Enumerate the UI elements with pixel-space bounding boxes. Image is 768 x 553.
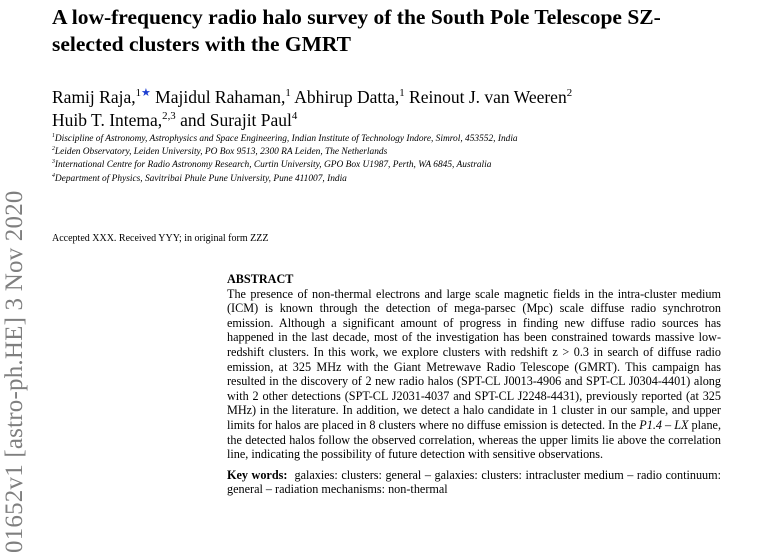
author-name: Ramij Raja, [52,87,136,107]
keywords [227,468,721,497]
affiliation-text: Discipline of Astronomy, Astrophysics and Space Engineering, Indian Institute of Technology Indore, Simrol, 453552, India [54,134,518,144]
paper-title: A low-frequency radio halo survey of the South Pole Telescope SZ-selected clusters with the GMRT [52,5,661,56]
author-name: and Surajit Paul [180,110,292,130]
affiliation [52,173,672,186]
keywords-label: Key words: [227,467,288,482]
affiliation-text: International Centre for Radio Astronomy Research, Curtin University, GPO Box U1987, Perth, WA 6845, Australia [54,160,492,171]
abstract-text: The presence of non-thermal electrons and large scale magnetic fields in the intra-cluster medium (ICM) is known through the detection of mega-parsec (Mpc) scale diffuse radio synchrotron emission. Although a significant amount of progress in finding new diffuse radio sources has happened in the last decade, most of the investigation has been constrained towards massive low-redshift clusters. In this work, we explore clusters with redshift z > 0.3 in search of diffuse radio emission, at 325 MHz with the Giant Metrewave Radio Telescope (GMRT). This campaign has resulted in the discovery of 2 new radio halos (SPT-CL J0013-4906 and SPT-CL J0304-4401) along with 2 other detections (SPT-CL J2031-4037 and SPT-CL J2248-4431), previously reported (at 325 MHz) in the literature. In addition, we detect a halo candidate in 1 cluster in our sample, and upper limits for halos are placed in 8 clusters where no diffuse emission is detected. In the [227,286,721,432]
affiliation-number: 3 [52,159,55,166]
author-name: Reinout J. van Weeren [409,87,567,107]
affiliation-list [52,133,672,186]
author-affil-ref: 2 [566,87,573,100]
abstract-heading: ABSTRACT [227,272,294,286]
abstract-math: P1.4 – LX [639,417,689,432]
abstract-text: plane, the detected halos follow the observed correlation, whereas the upper limits lie above the correlation line, indicating the possibility of future detection with sensitive observations. [227,417,721,462]
author-list [52,86,692,132]
author-name: Abhirup Datta, [294,87,400,107]
abstract-section [227,272,721,497]
corresponding-author-star[interactable]: ★ [141,87,151,100]
affiliation [52,133,672,146]
affiliation [52,159,672,172]
affiliation-number: 2 [52,146,55,153]
affiliation-text: Leiden Observatory, Leiden University, PO Box 9513, 2300 RA Leiden, The Netherlands [54,147,388,158]
arxiv-identifier-stamp: 01652v1 [astro-ph.HE] 3 Nov 2020 [1,190,28,553]
abstract-body [227,287,721,462]
author-affil-ref: 1 [135,87,142,100]
author-affil-ref: 1 [399,87,405,100]
author-affil-ref: 4 [291,110,298,123]
affiliation-text: Department of Physics, Savitribai Phule Pune University, Pune 411007, India [54,173,347,184]
author-name: Majidul Rahaman, [155,87,286,107]
author-affil-ref: 1 [285,87,291,100]
author-affil-ref: 2,3 [162,110,176,123]
affiliation-number: 4 [52,172,55,179]
affiliation-number: 1 [52,132,55,139]
accepted-received-line: Accepted XXX. Received YYY; in original form ZZZ [52,233,269,244]
keywords-text: galaxies: clusters: general – galaxies: clusters: intracluster medium – radio continuum: general – radiation mechanisms: non-thermal [227,467,722,497]
affiliation [52,146,672,159]
author-name: Huib T. Intema, [52,110,163,130]
